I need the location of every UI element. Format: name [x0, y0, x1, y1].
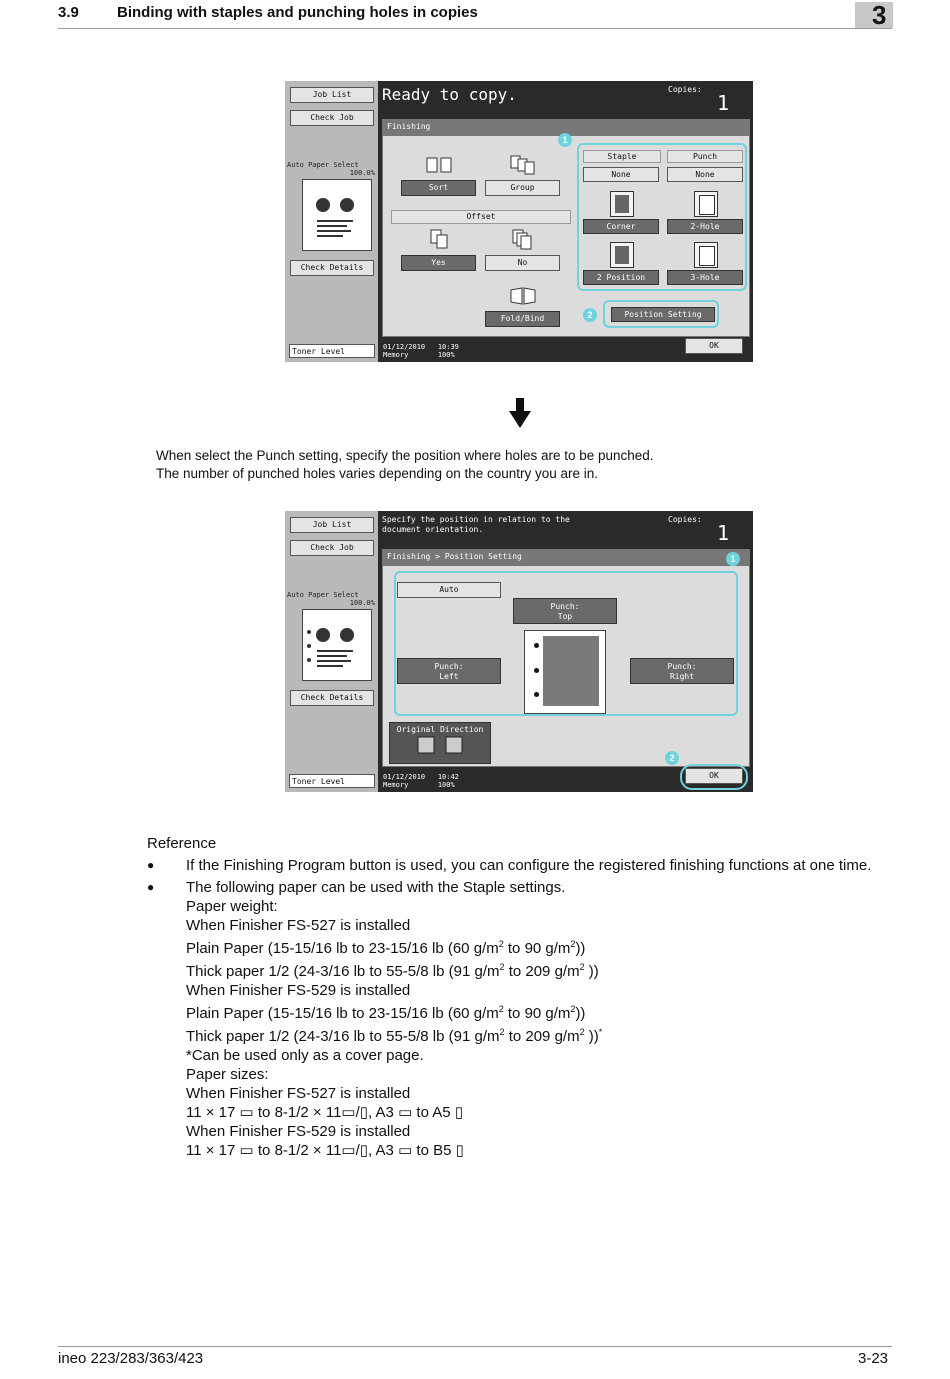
position-setting-button[interactable]: Position Setting — [611, 307, 715, 322]
fs529-heading: When Finisher FS-529 is installed — [186, 982, 411, 999]
original-direction-icon — [390, 734, 490, 756]
callout-number-1: 1 — [558, 133, 572, 147]
document-preview — [302, 609, 372, 681]
punch-top-button[interactable]: Punch: Top — [513, 598, 617, 624]
auto-paper-label: Auto Paper Select 100.0% — [287, 161, 375, 177]
fs527-heading: When Finisher FS-527 is installed — [186, 917, 411, 934]
copies-count: 1 — [717, 521, 730, 545]
instruction-line-2: The number of punched holes varies depending on the country you are in. — [156, 466, 599, 481]
landscape-paper-icon: ▭ — [398, 1104, 413, 1121]
fs527-sizes: 11 × 17 ▭ to 8-1/2 × 11▭/▯, A3 ▭ to A5 ▯ — [186, 1104, 464, 1121]
landscape-paper-icon: ▭ — [398, 1142, 413, 1159]
punch-right-button[interactable]: Punch: Right — [630, 658, 734, 684]
position-setting-area — [382, 549, 750, 767]
status-date-time: 01/12/2010 10:39 Memory 100% — [383, 343, 459, 359]
staple-header: Staple — [583, 150, 661, 163]
finishing-screen — [285, 81, 753, 362]
job-list-button[interactable]: Job List — [290, 87, 374, 103]
tab-finishing: Finishing — [383, 120, 749, 136]
section-title: Binding with staples and punching holes in copies — [117, 4, 478, 21]
instruction-line-1: When select the Punch setting, specify the position where holes are to be punched. — [156, 448, 654, 463]
portrait-paper-icon: ▯ — [455, 1142, 464, 1159]
landscape-paper-icon: ▭ — [239, 1142, 254, 1159]
fold-bind-icon — [509, 286, 537, 306]
screen-instruction: Specify the position in relation to the document orientation. — [382, 515, 570, 534]
document-preview — [302, 179, 372, 251]
check-job-button[interactable]: Check Job — [290, 110, 374, 126]
sort-icon — [425, 156, 455, 176]
paper-weight-label: Paper weight: — [186, 898, 278, 915]
ok-button[interactable]: OK — [685, 338, 743, 354]
check-details-button[interactable]: Check Details — [290, 690, 374, 706]
punch-none-button[interactable]: None — [667, 167, 743, 182]
offset-no-button[interactable]: No — [485, 255, 560, 271]
auto-paper-label: Auto Paper Select 100.0% — [287, 591, 375, 607]
cover-page-note: *Can be used only as a cover page. — [186, 1047, 424, 1064]
fs529-sizes-heading: When Finisher FS-529 is installed — [186, 1123, 411, 1140]
section-number: 3.9 — [58, 4, 79, 21]
document-preview-icon — [303, 180, 371, 250]
corner-button[interactable]: Corner — [583, 219, 659, 234]
check-details-button[interactable]: Check Details — [290, 260, 374, 276]
reference-bullet-2-block — [186, 878, 886, 1160]
offset-yes-icon — [429, 228, 451, 250]
ok-button[interactable]: OK — [685, 768, 743, 784]
check-job-button[interactable]: Check Job — [290, 540, 374, 556]
tab-position-setting: Finishing > Position Setting — [383, 550, 749, 566]
callout-box-2 — [603, 300, 719, 328]
callout-number-2: 2 — [583, 308, 597, 322]
bullet-dot: ● — [147, 880, 155, 894]
footer-page-number: 3-23 — [858, 1350, 889, 1367]
footer-rule — [58, 1346, 892, 1347]
finishing-area — [382, 119, 750, 337]
fold-bind-button[interactable]: Fold/Bind — [485, 311, 560, 327]
screen-title: Ready to copy. — [382, 85, 517, 104]
punch-left-button[interactable]: Punch: Left — [397, 658, 501, 684]
fs529-sizes: 11 × 17 ▭ to 8-1/2 × 11▭/▯, A3 ▭ to B5 ▯ — [186, 1142, 464, 1159]
group-icon — [509, 154, 539, 176]
arrow-down-icon — [509, 398, 531, 430]
fs527-sizes-heading: When Finisher FS-527 is installed — [186, 1085, 411, 1102]
paper-sizes-label: Paper sizes: — [186, 1066, 269, 1083]
portrait-paper-icon: ▯ — [454, 1104, 464, 1121]
landscape-paper-icon: ▭ — [341, 1142, 356, 1159]
callout-box-1 — [394, 571, 738, 716]
fs529-plain-paper: Plain Paper (15-15/16 lb to 23-15/16 lb (60 $g/m^2$ to 90 $g/m^2$)) — [186, 1004, 586, 1022]
toner-level: Toner Level — [289, 774, 375, 788]
three-hole-button[interactable]: 3-Hole — [667, 270, 743, 285]
job-list-button[interactable]: Job List — [290, 517, 374, 533]
reference-heading: Reference — [147, 835, 217, 852]
offset-header: Offset — [391, 210, 571, 224]
reference-bullet-2: The following paper can be used with the Staple settings. — [186, 879, 566, 896]
landscape-paper-icon: ▭ — [341, 1104, 356, 1121]
sidebar — [285, 511, 378, 792]
sort-button[interactable]: Sort — [401, 180, 476, 196]
fs527-plain-paper: Plain Paper (15-15/16 lb to 23-15/16 lb (60 $g/m^2$ to 90 $g/m^2$)) — [186, 939, 586, 957]
callout-box-1 — [577, 143, 747, 291]
portrait-paper-icon: ▯ — [359, 1104, 369, 1121]
offset-no-icon — [511, 228, 535, 250]
two-hole-button[interactable]: 2-Hole — [667, 219, 743, 234]
two-position-button[interactable]: 2 Position — [583, 270, 659, 285]
document-preview-icon — [303, 610, 371, 680]
offset-yes-button[interactable]: Yes — [401, 255, 476, 271]
bullet-dot: ● — [147, 858, 155, 872]
portrait-paper-icon: ▯ — [359, 1142, 369, 1159]
callout-number-2: 2 — [665, 751, 679, 765]
header-rule — [58, 28, 892, 29]
callout-number-1: 1 — [726, 552, 740, 566]
fs527-thick-paper: Thick paper 1/2 (24-3/16 lb to 55-5/8 lb (91 $g/m^2$ to 209 $g/m^2$ )) — [186, 962, 599, 980]
status-date-time: 01/12/2010 10:42 Memory 100% — [383, 773, 459, 789]
copies-label: Copies: — [668, 85, 702, 94]
copies-count: 1 — [717, 91, 730, 115]
staple-none-button[interactable]: None — [583, 167, 659, 182]
original-direction-panel[interactable] — [389, 722, 491, 764]
original-direction-label: Original Direction — [396, 725, 484, 734]
chapter-number: 3 — [872, 0, 887, 30]
landscape-paper-icon: ▭ — [239, 1104, 254, 1121]
auto-button[interactable]: Auto — [397, 582, 501, 598]
callout-box-2 — [680, 764, 748, 790]
sidebar — [285, 81, 378, 362]
footer-model: ineo 223/283/363/423 — [58, 1350, 204, 1367]
fs529-thick-paper: Thick paper 1/2 (24-3/16 lb to 55-5/8 lb (91 $g/m^2$ to 209 $g/m^2$ ))* — [186, 1027, 603, 1045]
reference-bullet-1: If the Finishing Program button is used, you can configure the registered finishing functions at one time. — [186, 857, 872, 874]
group-button[interactable]: Group — [485, 180, 560, 196]
copies-label: Copies: — [668, 515, 702, 524]
position-setting-screen — [285, 511, 753, 792]
toner-level: Toner Level — [289, 344, 375, 358]
punch-header: Punch — [667, 150, 743, 163]
